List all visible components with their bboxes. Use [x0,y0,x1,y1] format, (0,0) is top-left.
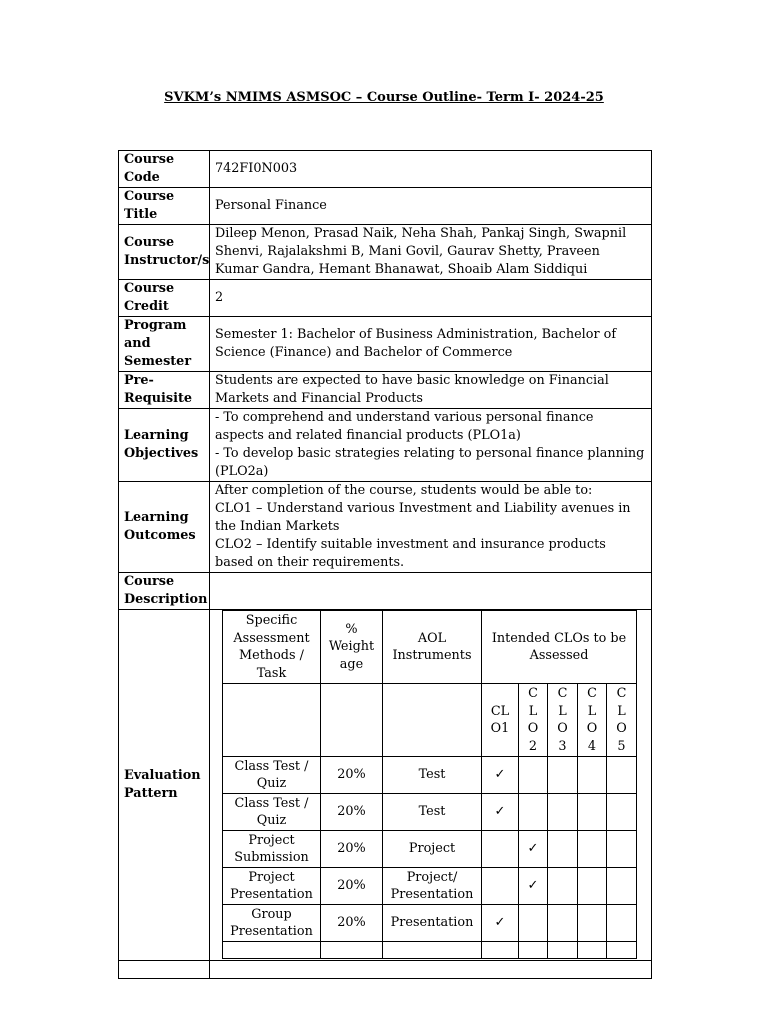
clo-header-2: C L O 2 [519,684,548,757]
credit-value: 2 [210,280,652,317]
objectives-row [119,409,652,482]
outcomes-value [210,482,652,573]
clo3-check [548,868,578,905]
clo2-check [519,905,548,942]
empty-cell [223,684,321,757]
evaluation-label: Evaluation Pattern [119,610,210,961]
objective-2: - To develop basic strategies relating to personal finance planning (PLO2a) [215,446,645,479]
course-code-label: Course Code [119,151,210,188]
assessment-header-row [223,611,637,684]
course-code-row [119,151,652,188]
objectives-label: Learning Objectives [119,409,210,482]
outcome-clo2: CLO2 – Identify suitable investment and insurance products based on their requirements. [215,537,606,570]
clo-header-row [223,684,637,757]
clo2-check: ✓ [519,868,548,905]
assessment-row-2 [223,794,637,831]
description-row [119,573,652,610]
clo3-check [548,794,578,831]
assessment-table [222,610,637,959]
method-cell: Class Test / Quiz [223,794,321,831]
method-cell: Class Test / Quiz [223,757,321,794]
course-outline-table [118,150,652,979]
course-title-label: Course Title [119,188,210,225]
header-weight: % Weight age [321,611,383,684]
clo1-check [482,831,519,868]
clo4-check [578,794,607,831]
clo3-check [548,757,578,794]
objectives-value [210,409,652,482]
program-value: Semester 1: Bachelor of Business Administration, Bachelor of Science (Finance) and Bachelor of Commerce [210,317,652,372]
clo4-check [578,757,607,794]
clo3-check [548,831,578,868]
aol-cell: Project/ Presentation [383,868,482,905]
method-cell: Group Presentation [223,905,321,942]
outcome-clo1: CLO1 – Understand various Investment and Liability avenues in the Indian Markets [215,501,631,534]
method-cell: Project Presentation [223,868,321,905]
aol-cell: Test [383,794,482,831]
clo4-check [578,868,607,905]
clo3-check [548,905,578,942]
description-value [210,573,652,610]
assessment-row-5 [223,905,637,942]
course-title-value: Personal Finance [210,188,652,225]
clo5-check [607,868,637,905]
program-row [119,317,652,372]
clo2-check: ✓ [519,831,548,868]
clo1-check: ✓ [482,905,519,942]
clo1-check [482,868,519,905]
clo4-check [578,831,607,868]
assessment-row-4 [223,868,637,905]
credit-row [119,280,652,317]
header-aol: AOL Instruments [383,611,482,684]
course-title-row [119,188,652,225]
method-cell: Project Submission [223,831,321,868]
empty-row [119,961,652,979]
weight-cell: 20% [321,757,383,794]
empty-cell [321,684,383,757]
clo2-check [519,757,548,794]
objective-1: - To comprehend and understand various personal finance aspects and related financial products (PLO1a) [215,410,594,443]
header-method: Specific Assessment Methods / Task [223,611,321,684]
clo1-check: ✓ [482,794,519,831]
weight-cell: 20% [321,868,383,905]
clo5-check [607,905,637,942]
outcomes-intro: After completion of the course, students would be able to: [215,483,593,498]
clo4-check [578,905,607,942]
outcomes-row [119,482,652,573]
page-title: SVKM’s NMIMS ASMSOC – Course Outline- Term I- 2024-25 [164,90,604,105]
prereq-value: Students are expected to have basic knowledge on Financial Markets and Financial Products [210,372,652,409]
aol-cell: Presentation [383,905,482,942]
aol-cell: Project [383,831,482,868]
clo5-check [607,757,637,794]
clo-header-3: C L O 3 [548,684,578,757]
weight-cell: 20% [321,905,383,942]
outcomes-label: Learning Outcomes [119,482,210,573]
clo2-check [519,794,548,831]
clo-header-5: C L O 5 [607,684,637,757]
empty-cell [383,684,482,757]
clo1-check: ✓ [482,757,519,794]
evaluation-content [210,610,652,961]
assessment-row-3 [223,831,637,868]
clo-header-1: CL O1 [482,684,519,757]
aol-cell: Test [383,757,482,794]
program-label: Program and Semester [119,317,210,372]
assessment-empty-row [223,942,637,959]
weight-cell: 20% [321,831,383,868]
evaluation-row [119,610,652,961]
header-clos: Intended CLOs to be Assessed [482,611,637,684]
credit-label: Course Credit [119,280,210,317]
clo5-check [607,794,637,831]
assessment-row-1 [223,757,637,794]
description-label: Course Description [119,573,210,610]
instructors-value: Dileep Menon, Prasad Naik, Neha Shah, Pankaj Singh, Swapnil Shenvi, Rajalakshmi B, Mani Govil, Gaurav Shetty, Praveen Kumar Gandra, Hemant Bhanawat, Shoaib Alam Siddiqui [210,225,652,280]
course-code-value: 742FI0N003 [210,151,652,188]
instructors-label: Course Instructor/s [119,225,210,280]
prereq-row [119,372,652,409]
weight-cell: 20% [321,794,383,831]
clo5-check [607,831,637,868]
clo-header-4: C L O 4 [578,684,607,757]
prereq-label: Pre-Requisite [119,372,210,409]
instructors-row [119,225,652,280]
